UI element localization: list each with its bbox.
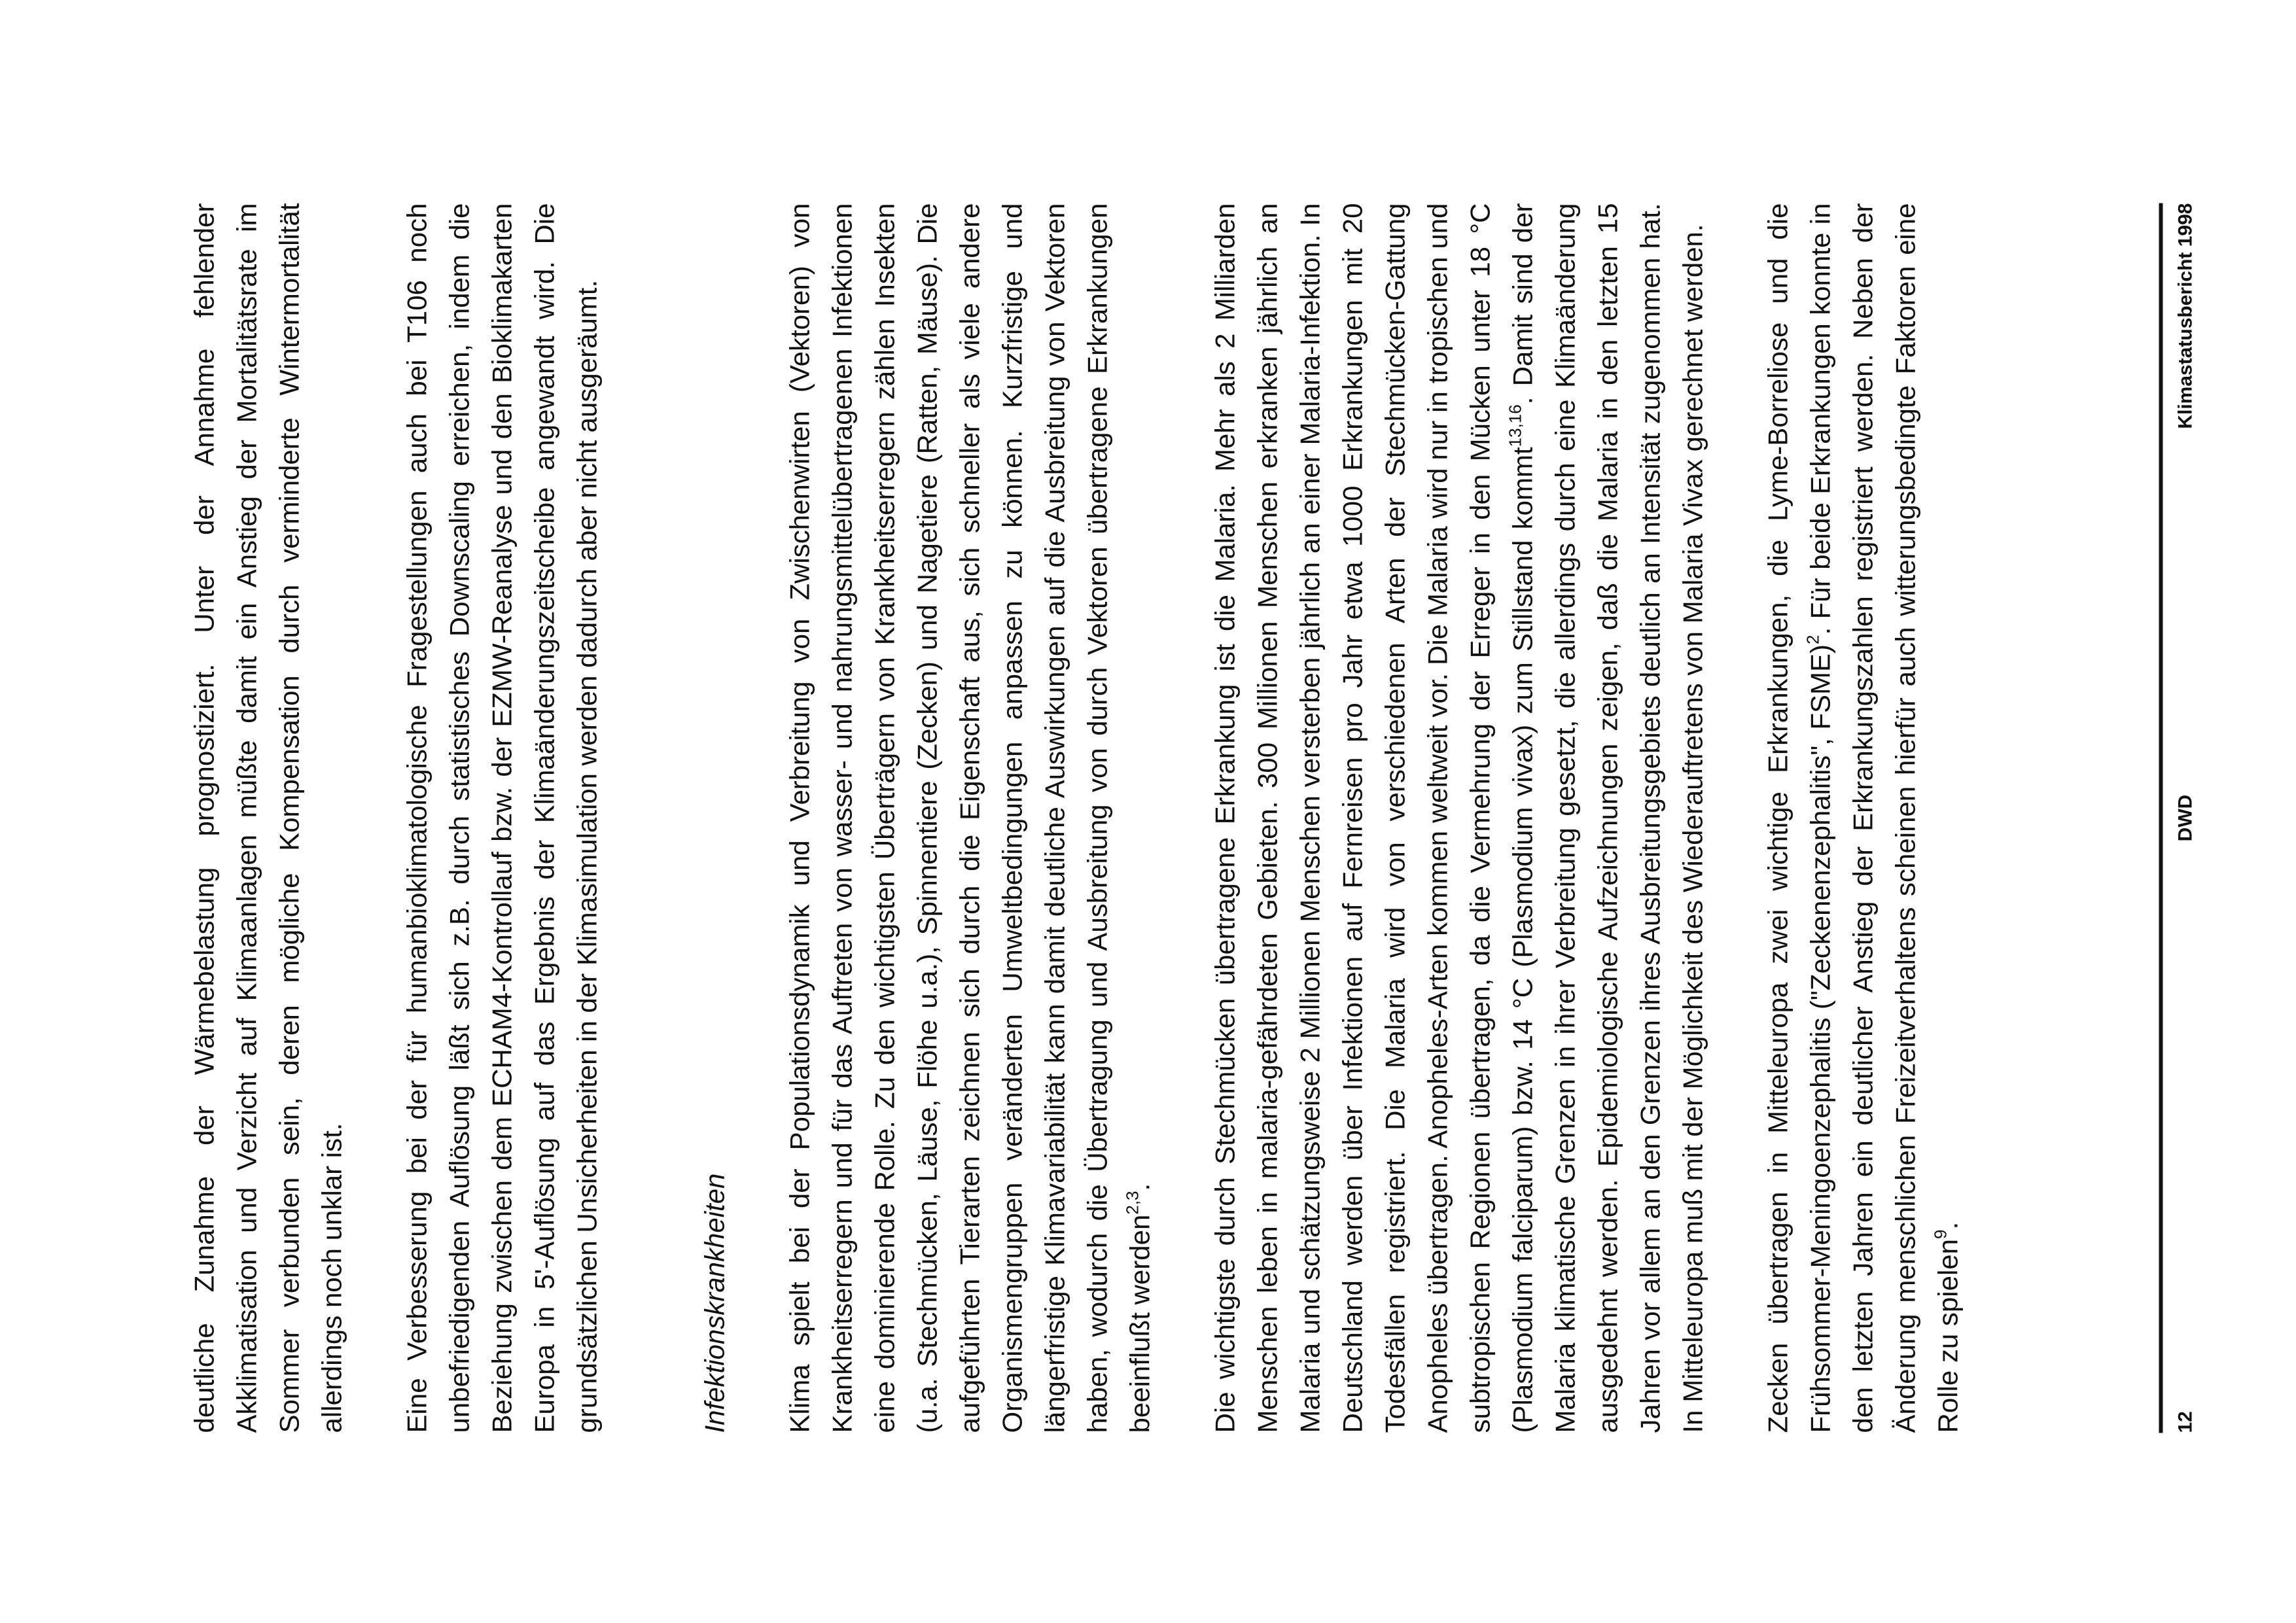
text-column xyxy=(183,203,1969,1433)
paragraph-malaria xyxy=(1204,203,1714,1433)
page-number: 12 xyxy=(2174,1411,2197,1433)
footnote-ref: 9 xyxy=(1930,1229,1951,1239)
paragraph-ticks-text-a: Zecken übertragen in Mitteleuropa zwei wichtige Erkrankungen, die Lyme-Borreliose und die Frühsommer-Meningoenzephalitis ("Zeckenenzephalitis", FSME) xyxy=(1762,203,1836,1433)
paragraph-ticks-tail: . xyxy=(1932,1221,1964,1230)
paragraph-malaria-text-a: Die wichtigste durch Stechmücken übertragene Erkrankung ist die Malaria. Mehr als 2 Milliarden Menschen leben in malaria-gefährdeten Gebieten. 300 Millionen Menschen erkranken jährlich an Malaria und schätzungsweise 2 Millionen Menschen versterben jährlich an einer Malaria-Infektion. In Deutschland werden über Infektionen auf Fernreisen pro Jahr etwa 1000 Erkrankungen mit 20 Todesfällen registriert. Die Malaria wird von verschiedenen Arten der Stechmücken-Gattung Anopheles übertragen. Anopheles-Arten kommen weltweit vor. Die Malaria wird nur in tropischen und subtropischen Regionen übertragen, da die Vermehrung der Erreger in den Mücken unter 18 °C (Plasmodium falciparum) bzw. 14 °C (Plasmodium vivax) zum Stillstand kommt xyxy=(1209,203,1538,1433)
paragraph-vectors-tail: . xyxy=(1124,1183,1156,1191)
paragraph-vectors xyxy=(779,203,1161,1433)
paragraph-malaria-text-b: . Damit sind der Malaria klimatische Grenzen in ihrer Verbreitung gesetzt, die allerdings durch eine Klimaänderung ausgedehnt werden. Epidemiologische Aufzeichnungen zeigen, daß die Malaria in den letzten 15 Jahren vor allem an den Grenzen ihres Ausbreitungsgebiets deutlich an Intensität zugenommen hat. In Mitteleuropa muß mit der Möglichkeit des Wiederauftretens von Malaria Vivax gerechnet werden. xyxy=(1507,203,1708,1433)
paragraph-vectors-text: Klima spielt bei der Populationsdynamik und Verbreitung von Zwischenwirten (Vektoren) von Krankheitserregern und für das Auftreten von wasser- und nahrungsmittelübertragenen Infektionen eine dominierende Rolle. Zu den wichtigsten Überträgern von Krankheitserregern zählen Insekten (u.a. Stechmücken, Läuse, Flöhe u.a.), Spinnentiere (Zecken) und Nagetiere (Ratten, Mäuse). Die aufgeführten Tierarten zeichnen sich durch die Eigenschaft aus, sich schneller als viele andere Organismengruppen veränderten Umweltbedingungen anpassen zu können. Kurzfristige und längerfristige Klimavariabilität kann damit deutliche Auswirkungen auf die Ausbreitung von Vektoren haben, wodurch die Übertragung und Ausbreitung von durch Vektoren übertragene Erkrankungen beeinflußt werden xyxy=(784,203,1156,1433)
paragraph-downscaling: Eine Verbesserung bei der für humanbioklimatologische Fragestellungen auch bei T106 noch unbefriedigenden Auflösung läßt sich z.B. durch statistisches Downscaling erreichen, indem die Beziehung zwischen dem ECHAM4-Kontrollauf bzw. der EZMW-Reanalyse und den Bioklimakarten Europa in 5'-Auflösung auf das Ergebnis der Klimaänderungszeitscheibe angewandt wird. Die grundsätzlichen Unsicherheiten in der Klimasimulation werden dadurch aber nicht ausgeräumt. xyxy=(401,203,603,1433)
section-heading: Infektionskrankheiten xyxy=(699,1173,730,1433)
paragraph-ticks xyxy=(1757,203,1969,1433)
footer-report-title: Klimastatusbericht 1998 xyxy=(2174,203,2197,429)
paragraph-wintermortality: deutliche Zunahme der Wärmebelastung prognostiziert. Unter der Annahme fehlender Akklimatisation und Verzicht auf Klimaanlagen müßte damit ein Anstieg der Mortalitätsrate im Sommer verbunden sein, deren mögliche Kompensation durch verminderte Wintermortalität allerdings noch unklar ist. xyxy=(188,203,347,1433)
footer-publisher: DWD xyxy=(2174,794,2197,842)
paragraph-ticks-text-b: . Für beide Erkrankungen konnte in den letzten Jahren ein deutlicher Anstieg der Erkrankungszahlen registriert werden. Neben der Änderung menschlichen Freizeitverhaltens scheinen hierfür auch witterungsbedingte Faktoren eine Rolle zu spielen xyxy=(1805,203,1964,1433)
footnote-ref: 13,16 xyxy=(1505,404,1525,447)
footnote-ref: 2 xyxy=(1803,635,1823,644)
page-footer xyxy=(2159,203,2214,1433)
footnote-ref: 2,3 xyxy=(1122,1191,1142,1215)
document-page xyxy=(0,1,2296,1623)
